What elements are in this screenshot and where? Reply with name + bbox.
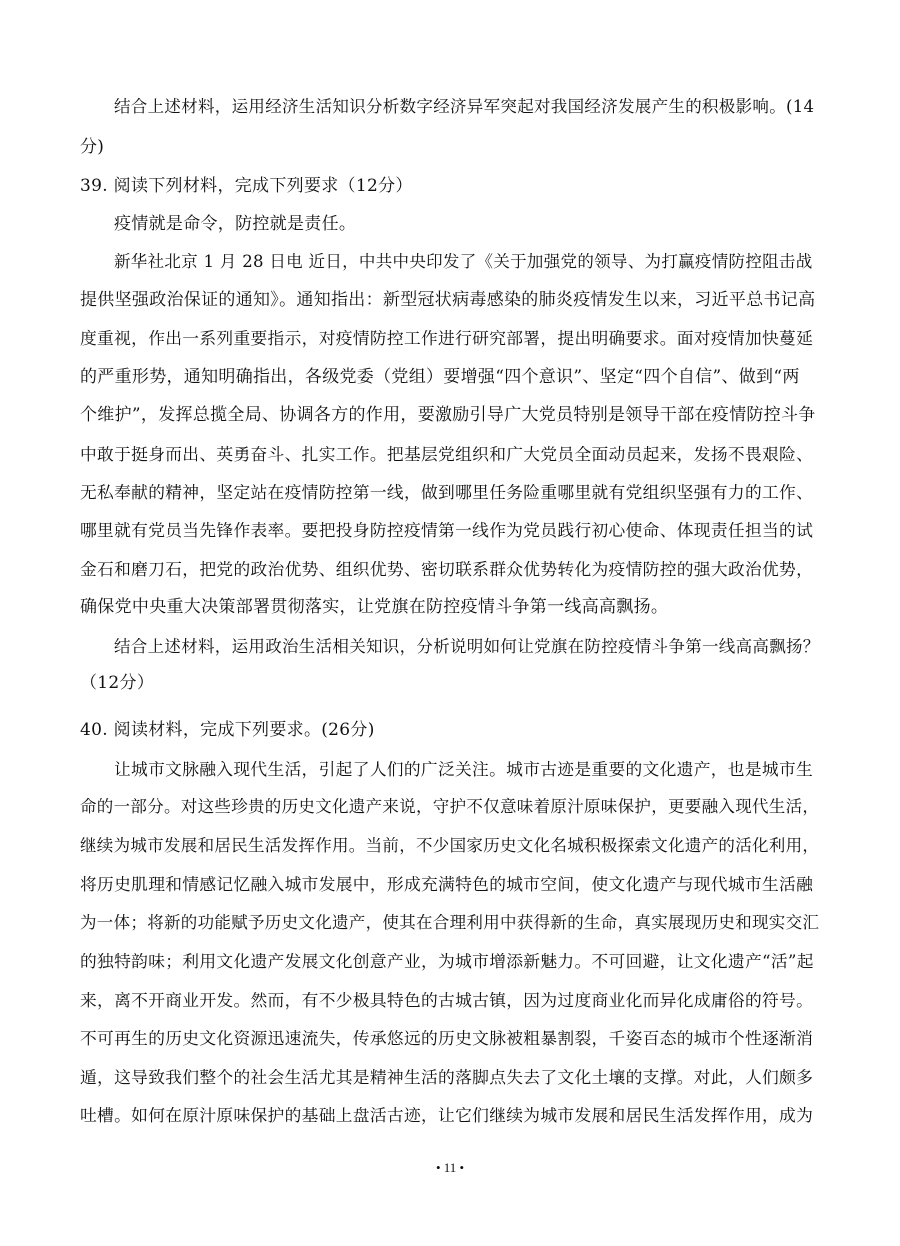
page-number: • 11 • (435, 1160, 465, 1175)
q39-line: 提供坚强政治保证的通知》。通知指出：新型冠状病毒感染的肺炎疫情发生以来，习近平总书记高 (80, 290, 816, 310)
q39-line: 度重视，作出一系列重要指示，对疫情防控工作进行研究部署，提出明确要求。面对疫情加快蔓延 (80, 328, 814, 348)
q40-line: 为一体；将新的功能赋予历史文化遗产，使其在合理利用中获得新的生命，真实展现历史和现实交汇 (80, 913, 820, 932)
q38-prompt-line-1: 结合上述材料，运用经济生活知识分析数字经济异军突起对我国经济发展产生的积极影响。(14 (114, 97, 815, 116)
q39-line: 金石和磨刀石，把党的政治优势、组织优势、密切联系群众优势转化为疫情防控的强大政治优势， (80, 559, 814, 579)
q39-line: 个维护”，发挥总揽全局、协调各方的作用，要激励引导广大党员特别是领导干部在疫情防控斗争 (80, 405, 816, 425)
q39-line: 确保党中央重大决策部署贯彻落实，让党旗在防控疫情斗争第一线高高飘扬。 (80, 597, 669, 617)
q40-line: 的独特韵味；利用文化遗产发展文化创意产业，为城市增添新魅力。不可回避，让文化遗产“活”起 (80, 951, 814, 971)
q40-line: 来，离不开商业开发。然而，有不少极具特色的古城古镇，因为过度商业化而异化成庸俗的符号。 (80, 990, 814, 1010)
q40-line: 继续为城市发展和居民生活发挥作用。当前，不少国家历史文化名城积极探索文化遗产的活化利用， (80, 836, 820, 855)
q38-prompt-line-2: 分) (80, 137, 105, 157)
q39-prompt: 结合上述材料，运用政治生活相关知识，分析说明如何让党旗在防控疫情斗争第一线高高飘扬？ (114, 637, 820, 656)
q39-line: 无私奉献的精神，坚定站在疫情防控第一线，做到哪里任务险重哪里就有党组织坚强有力的工作、 (80, 482, 814, 502)
q40-line: 遁，这导致我们整个的社会生活尤其是精神生活的落脚点失去了文化土壤的支撑。对此，人们颇多 (80, 1067, 814, 1087)
q40-line: 吐槽。如何在原汁原味保护的基础上盘活古迹，让它们继续为城市发展和居民生活发挥作用，成为 (80, 1105, 814, 1125)
q40-heading: 40. 阅读材料，完成下列要求。(26分) (80, 720, 375, 740)
q39-line: 哪里就有党员当先锋作表率。要把投身防控疫情第一线作为党员践行初心使命、体现责任担当的试 (80, 520, 814, 540)
q40-line: 让城市文脉融入现代生活，引起了人们的广泛关注。城市古迹是重要的文化遗产，也是城市生 (114, 759, 814, 779)
q39-score: （12分） (80, 673, 155, 693)
q39-line: 疫情就是命令，防控就是责任。 (114, 214, 357, 234)
q39-heading: 39. 阅读下列材料，完成下列要求（12分） (80, 176, 413, 196)
q39-line: 中敢于挺身而出、英勇奋斗、扎实工作。把基层党组织和广大党员全面动员起来，发扬不畏艰险、 (80, 444, 814, 464)
q40-line: 不可再生的历史文化资源迅速流失，传承悠远的历史文脉被粗暴割裂，千姿百态的城市个性逐渐消 (80, 1028, 814, 1048)
q40-line: 将历史肌理和情感记忆融入城市发展中，形成充满特色的城市空间，使文化遗产与现代城市生活融 (80, 874, 814, 894)
q40-line: 命的一部分。对这些珍贵的历史文化遗产来说，守护不仅意味着原汁原味保护，更要融入现代生活， (80, 797, 820, 816)
q39-line: 新华社北京 1 月 28 日电 近日，中共中央印发了《关于加强党的领导、为打赢疫情防控阻击战 (114, 252, 813, 271)
q39-line: 的严重形势，通知明确指出，各级党委（党组）要增强“四个意识”、坚定“四个自信”、做到“两 (80, 367, 800, 387)
